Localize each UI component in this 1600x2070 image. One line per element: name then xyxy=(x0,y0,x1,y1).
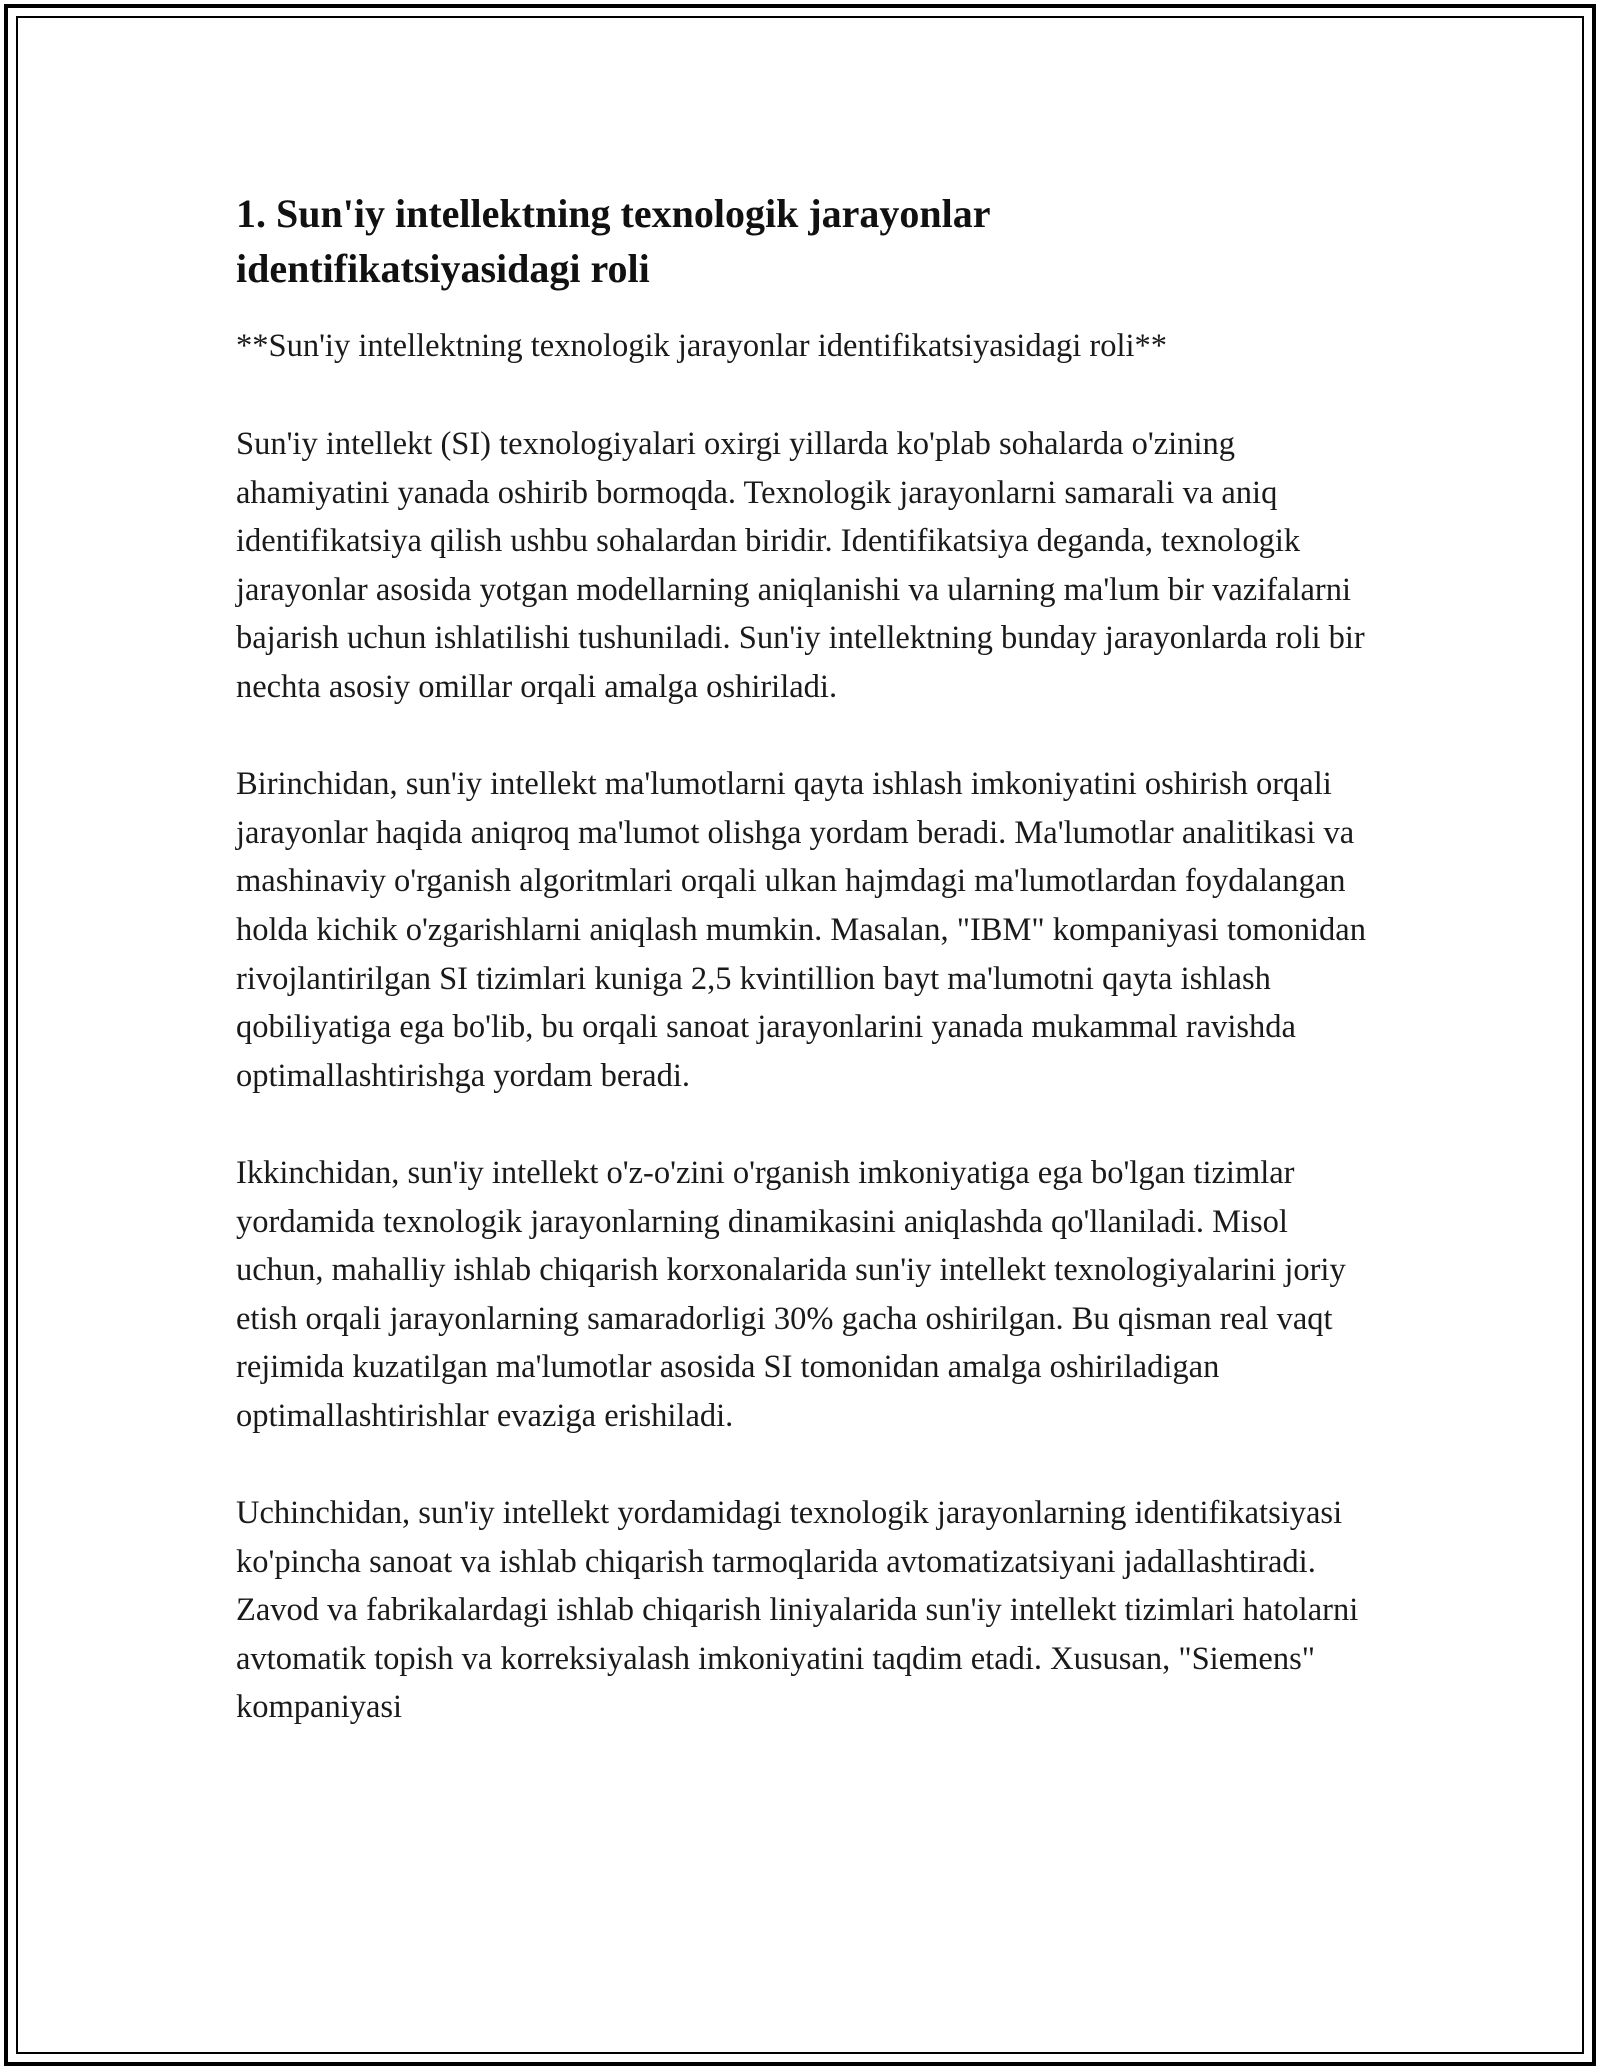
document-body xyxy=(236,186,1376,1781)
paragraph-first-point: Birinchidan, sun'iy intellekt ma'lumotlarni qayta ishlash imkoniyatini oshirish orqali jarayonlar haqida aniqroq ma'lumot olishga yordam beradi. Ma'lumotlar analitikasi va mashinaviy o'rganish algoritmlari orqali ulkan hajmdagi ma'lumotlardan foydalangan holda kichik o'zgarishlarni aniqlash mumkin. Masalan, "IBM" kompaniyasi tomonidan rivojlantirilgan SI tizimlari kuniga 2,5 kvintillion bayt ma'lumotni qayta ishlash qobiliyatiga ega bo'lib, bu orqali sanoat jarayonlarini yanada mukammal ravishda optimallashtirishga yordam beradi. xyxy=(236,766,1366,1094)
paragraph-third-point: Uchinchidan, sun'iy intellekt yordamidagi texnologik jarayonlarning identifikatsiyasi ko'pincha sanoat va ishlab chiqarish tarmoqlarida avtomatizatsiyani jadallashtiradi. Zavod va fabrikalardagi ishlab chiqarish liniyalarida sun'iy intellekt tizimlari hatolarni avtomatik topish va korreksiyalash imkoniyatini taqdim etadi. Xususan, "Siemens" kompaniyasi xyxy=(236,1495,1359,1726)
bold-subheading-markdown: **Sun'iy intellektning texnologik jarayonlar identifikatsiyasidagi roli** xyxy=(236,328,1168,364)
paragraph-intro: Sun'iy intellekt (SI) texnologiyalari oxirgi yillarda ko'plab sohalarda o'zining ahamiyatini yanada oshirib bormoqda. Texnologik jarayonlarni samarali va aniq identifikatsiya qilish ushbu sohalardan biridir. Identifikatsiya deganda, texnologik jarayonlar asosida yotgan modellarning aniqlanishi va ularning ma'lum bir vazifalarni bajarish uchun ishlatilishi tushuniladi. Sun'iy intellektning bunday jarayonlarda roli bir nechta asosiy omillar orqali amalga oshiriladi. xyxy=(236,426,1365,705)
page-title: 1. Sun'iy intellektning texnologik jarayonlar identifikatsiyasidagi roli xyxy=(236,191,990,291)
paragraph-second-point: Ikkinchidan, sun'iy intellekt o'z-o'zini o'rganish imkoniyatiga ega bo'lgan tizimlar yordamida texnologik jarayonlarning dinamikasini aniqlashda qo'llaniladi. Misol uchun, mahalliy ishlab chiqarish korxonalarida sun'iy intellekt texnologiyalarini joriy etish orqali jarayonlarning samaradorligi 30% gacha oshirilgan. Bu qisman real vaqt rejimida kuzatilgan ma'lumotlar asosida SI tomonidan amalga oshiriladigan optimallashtirishlar evaziga erishiladi. xyxy=(236,1154,1346,1434)
